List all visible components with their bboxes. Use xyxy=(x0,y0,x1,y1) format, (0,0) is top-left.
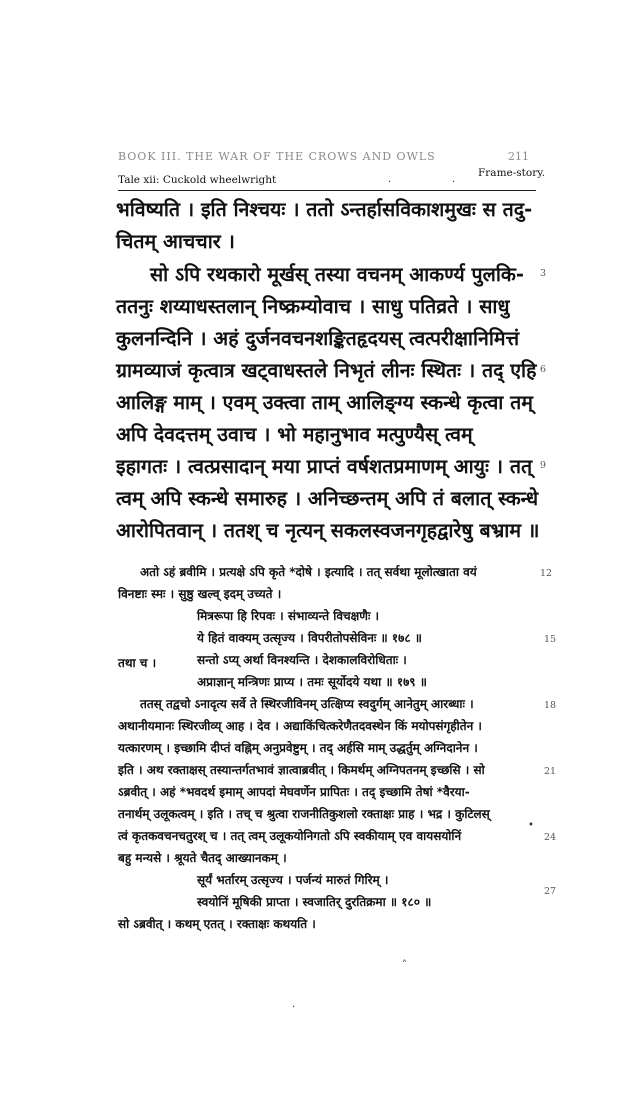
main-text-line: इहागतः । त्वत्प्रसादान् मया प्राप्तं वर्षशतप्रमाणम् आयुः । तत् xyxy=(116,455,533,478)
line-number: 15 xyxy=(544,634,557,645)
main-text-line: ग्रामव्याजं कृत्वात्र खट्वाधस्तले निभृतं लीनः स्थितः । तद् एहि xyxy=(116,359,537,382)
line-number: 21 xyxy=(544,766,557,777)
line-number: 27 xyxy=(544,886,557,897)
main-text-line: अपि देवदत्तम् उवाच । भो महानुभाव मत्पुण्यैस् त्वम् xyxy=(116,423,473,446)
verse-line: स्वयोनिं मूषिकी प्राप्ता । स्वजातिर् दुरतिक्रमा ॥ १८० ॥ xyxy=(197,895,432,909)
line-number: 3 xyxy=(540,268,547,279)
small-text-line: इति । अथ रक्ताक्षस् तस्यान्तर्गतभावं ज्ञात्वाब्रवीत् । किमर्थम् अग्निपतनम् इच्छसि । सो xyxy=(118,763,485,777)
verse-line: ये हितं वाक्यम् उत्सृज्य । विपरीतोपसेविनः ॥ १७८ ॥ xyxy=(197,631,422,645)
small-text-line: तनार्थम् उलूकत्वम् । इति । तच् च श्रुत्वा राजनीतिकुशलो रक्ताक्षः प्राह । भद्र । कुटिलस् xyxy=(118,807,490,821)
line-number: 12 xyxy=(540,568,553,579)
small-text-line: त्वं कृतकवचनचतुरश् च । तत् त्वम् उलूकयोनिगतो ऽपि स्वकीयाम् एव वायसयोनिं xyxy=(118,829,462,843)
small-text-line: अथानीयमानः स्थिरजीव्य् आह । देव । अद्याकिंचित्करेणैतदवस्थेन किं मयोपसंगृहीतेन । xyxy=(118,719,482,733)
main-text-line: त्वम् अपि स्कन्धे समारुह । अनिच्छन्तम् अपि तं बलात् स्कन्धे xyxy=(116,487,539,510)
running-header-right: Frame-story. xyxy=(478,167,546,179)
small-text-line: यत्कारणम् । इच्छामि दीप्तं वह्निम् अनुप्रवेष्टुम् । तद् अर्हसि माम् उद्धर्तुम् अग्निदानेन । xyxy=(118,741,478,755)
faded-running-title: BOOK III. THE WAR OF THE CROWS AND OWLS xyxy=(118,150,436,163)
verse-line: सन्तो ऽप्य् अर्था विनश्यन्ति । देशकालविरोधिताः । xyxy=(197,653,407,667)
small-text-line: बहु मन्यसे । श्रूयते चैतद् आख्यानकम् । xyxy=(118,851,287,865)
main-text-line: सो ऽपि रथकारो मूर्खस् तस्या वचनम् आकर्ण्य पुलकि- xyxy=(150,263,524,286)
print-speck: · xyxy=(292,1002,296,1013)
running-header-left: Tale xii: Cuckold wheelwright xyxy=(118,174,277,186)
main-text-line: भविष्यति । इति निश्चयः । ततो ऽन्तर्हासविकाशमुखः स तदु- xyxy=(116,198,533,221)
line-number: 6 xyxy=(540,364,547,375)
line-number: 18 xyxy=(544,700,557,711)
line-number: 9 xyxy=(540,460,547,471)
main-text-line: आलिङ्ग माम् । एवम् उक्त्वा ताम् आलिङ्ग्य स्कन्धे कृत्वा तम् xyxy=(116,391,533,414)
small-text-line: ततस् तद्वचो ऽनादृत्य सर्वे ते स्थिरजीविनम् उत्क्षिप्य स्वदुर्गम् आनेतुम् आरब्धाः । xyxy=(140,697,474,711)
print-speck: · xyxy=(452,177,456,188)
verse-line: अप्राज्ञान् मन्त्रिणः प्राप्य । तमः सूर्योदये यथा ॥ १७९ ॥ xyxy=(197,675,427,689)
small-text-line: अतो ऽहं ब्रवीमि । प्रत्यक्षे ऽपि कृते *दोषे । इत्यादि । तत् सर्वथा मूलोत्खाता वयं xyxy=(140,565,477,579)
small-text-line: ऽब्रवीत् । अहं *भवदर्थ इमाम् आपदां मेघवर्णेन प्रापितः । तद् इच्छामि तेषां *वैरया- xyxy=(118,785,470,799)
line-number: 24 xyxy=(544,832,557,843)
small-text-line: विनष्टाः स्मः । सुष्ठु खल्व् इदम् उच्यते । xyxy=(118,587,282,601)
tatha-ca-label: तथा च । xyxy=(118,656,157,670)
main-text-line: ततनुः शय्याधस्तलान् निष्क्रम्योवाच । साधु पतिव्रते । साधु xyxy=(116,295,510,318)
main-text-line: चितम् आचचार । xyxy=(116,230,235,253)
small-text-line: सो ऽब्रवीत् । कथम् एतत् । रक्ताक्षः कथयति । xyxy=(118,917,316,931)
header-rule xyxy=(118,190,536,191)
main-text-line: कुलनन्दिनि । अहं दुर्जनवचनशङ्कितहृदयस् त्वत्परीक्षानिमित्तं xyxy=(116,327,520,350)
print-speck: ˄ xyxy=(402,960,407,971)
faded-page-number: 211 xyxy=(508,150,529,163)
print-speck: · xyxy=(388,177,392,188)
print-speck: • xyxy=(528,820,534,831)
main-text-line: आरोपितवान् । ततश् च नृत्यन् सकलस्वजनगृहद्वारेषु बभ्राम ॥ xyxy=(116,519,540,542)
verse-line: सूर्यं भर्तारम् उत्सृज्य । पर्जन्यं मारुतं गिरिम् । xyxy=(197,873,389,887)
verse-line: मित्ररूपा हि रिपवः । संभाव्यन्ते विचक्षणैः । xyxy=(197,609,380,623)
